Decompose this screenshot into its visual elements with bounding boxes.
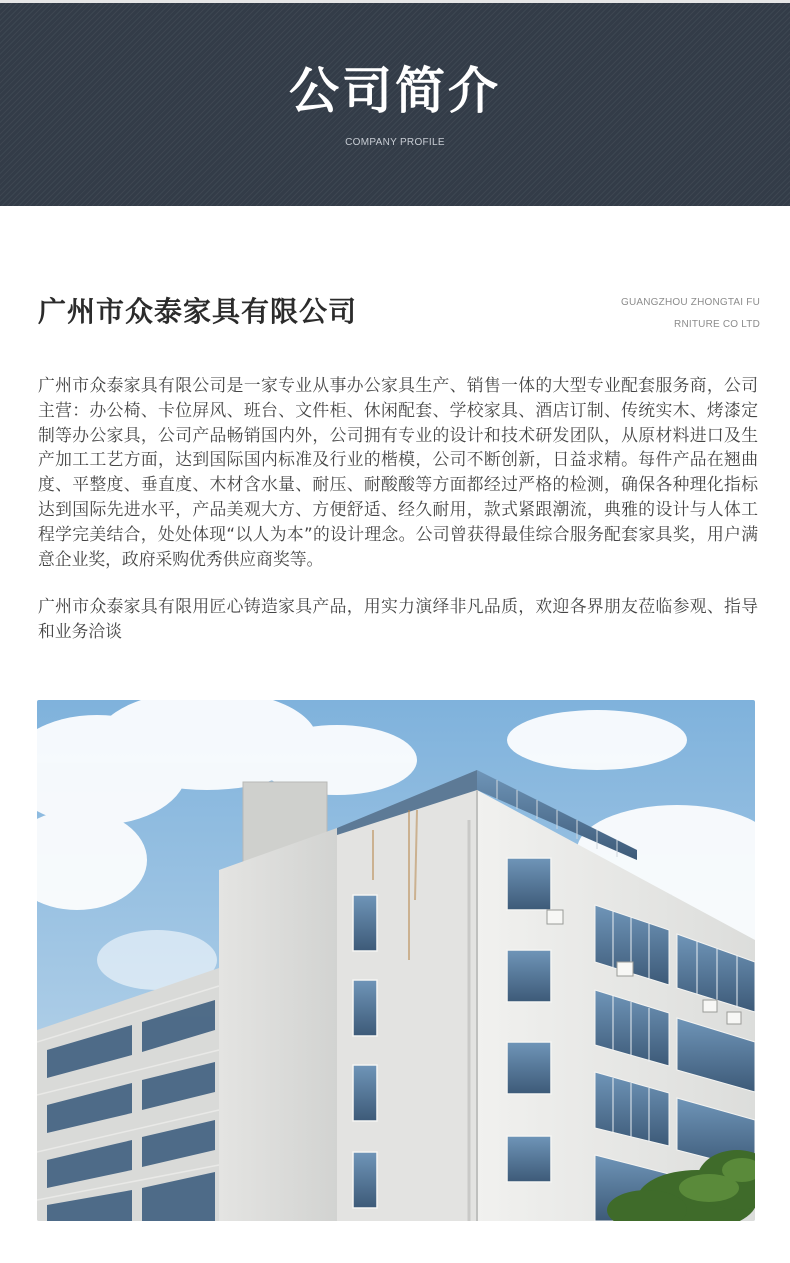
company-name: 广州市众泰家具有限公司 xyxy=(38,295,358,328)
intro-paragraph: 广州市众泰家具有限公司是一家专业从事办公家具生产、销售一体的大型专业配套服务商，公司主营：办公椅、卡位屏风、班台、文件柜、休闲配套、学校家具、酒店订制、传统实木、烤漆定制等办公家具，公司产品畅销国内外，公司拥有专业的设计和技术研发团队，从原材料进口及生产加工工艺方面，达到国际国内标准及行业的楷模，公司不断创新，日益求精。每件产品在翘曲度、平整度、垂直度、木材含水量、耐压、耐酸酸等方面都经过严格的检测，确保各种理化指标达到国际先进水平，产品美观大方、方便舒适、经久耐用，款式紧跟潮流，典雅的设计与人体工程学完美结合，处处体现“以人为本”的设计理念。公司曾获得最佳综合服务配套家具奖，用户满意企业奖，政府采购优秀供应商奖等。 xyxy=(38,375,758,569)
company-name-english: GUANGZHOU ZHONGTAI FURNITURE CO LTD xyxy=(620,297,760,330)
header-banner xyxy=(0,0,790,206)
welcome-paragraph: 广州市众泰家具有限用匠心铸造家具产品，用实力演绎非凡品质，欢迎各界朋友莅临参观、指导和业务洽谈 xyxy=(38,596,758,641)
building-photo xyxy=(37,700,755,1221)
page-title: 公司简介 xyxy=(289,62,501,120)
page-subtitle: COMPANY PROFILE xyxy=(345,137,445,148)
building-illustration xyxy=(37,700,755,1221)
